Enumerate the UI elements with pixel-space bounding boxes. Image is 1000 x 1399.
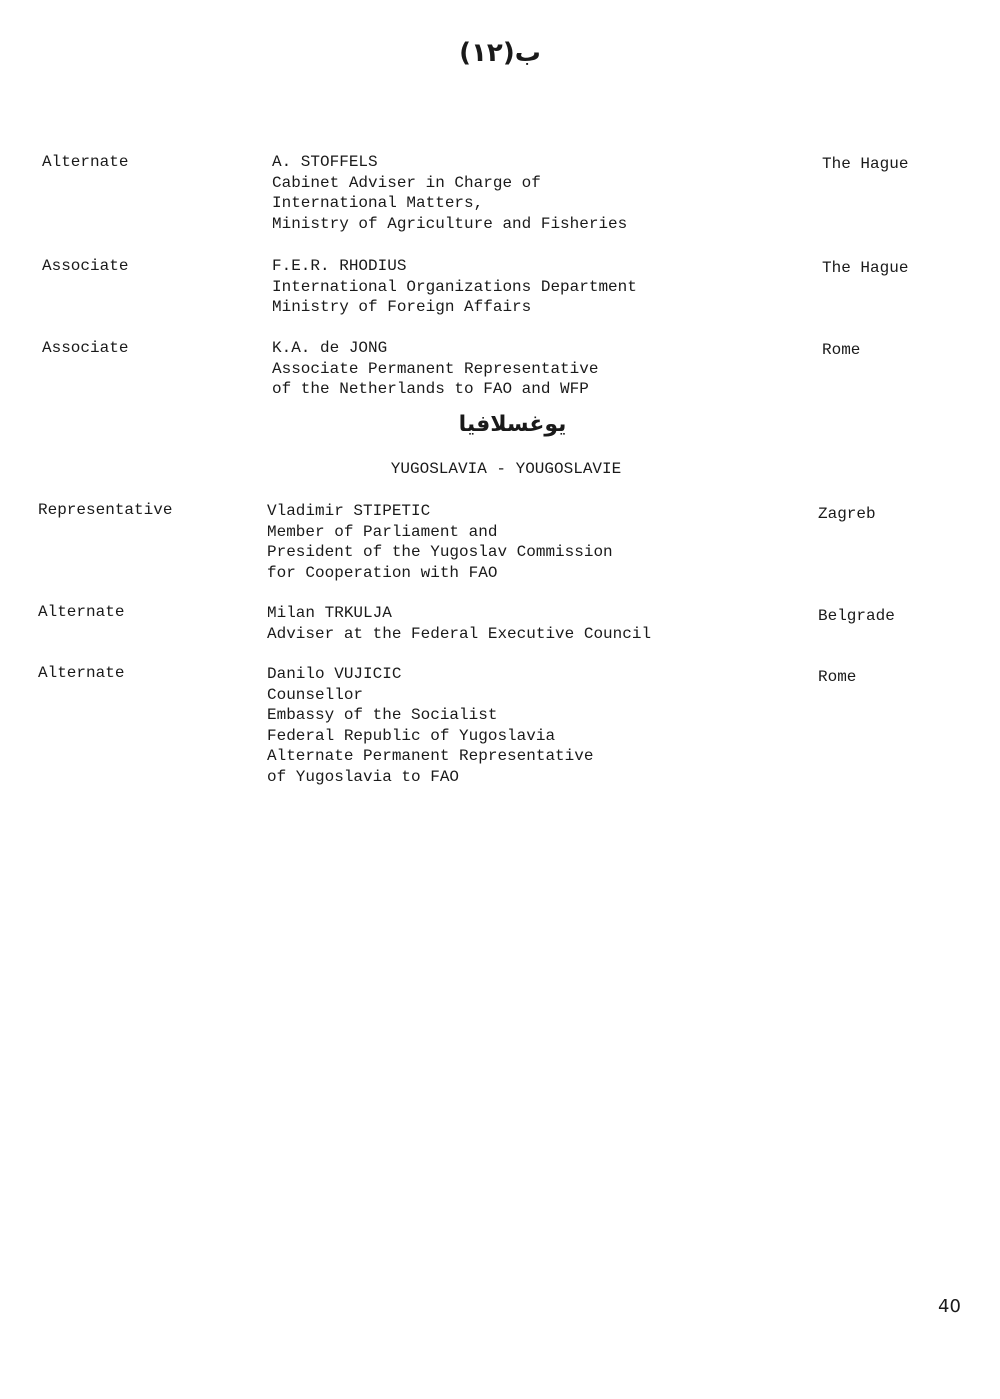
delegate-details — [267, 603, 651, 644]
delegate-role: Associate — [42, 257, 129, 275]
delegate-role: Associate — [42, 339, 129, 357]
delegate-title-line: Ministry of Foreign Affairs — [272, 298, 532, 317]
delegate-title-line: President of the Yugoslav Commission — [267, 543, 613, 562]
delegate-title-line: for Cooperation with FAO — [267, 563, 498, 582]
delegate-title-line: Embassy of the Socialist — [267, 706, 498, 725]
country-heading: YUGOSLAVIA - YOUGOSLAVIE — [390, 460, 622, 478]
delegate-city: The Hague — [822, 155, 909, 173]
page-header: ب(١٢) — [459, 38, 541, 68]
delegate-entry-trkulja — [0, 602, 1000, 650]
delegate-role: Representative — [38, 501, 173, 519]
delegate-name: Danilo VUJICIC — [267, 665, 402, 683]
delegate-title-line: Ministry of Agriculture and Fisheries — [272, 214, 628, 233]
delegate-details — [272, 256, 637, 318]
delegate-name: F.E.R. RHODIUS — [272, 257, 407, 275]
delegate-city: Belgrade — [818, 607, 895, 625]
page-number: 40 — [938, 1296, 961, 1317]
delegate-title-line: Counsellor — [267, 685, 364, 704]
delegate-title-line: International Matters, — [272, 194, 484, 213]
delegate-role: Alternate — [38, 664, 125, 682]
delegate-city: Rome — [818, 668, 857, 686]
delegate-details — [272, 152, 627, 234]
delegate-title-line: Cabinet Adviser in Charge of — [272, 173, 541, 192]
delegate-details — [267, 664, 593, 788]
delegate-title-line: Federal Republic of Yugoslavia — [267, 726, 556, 745]
delegate-entry-vujicic — [0, 663, 1000, 793]
delegate-entry-de-jong — [0, 338, 1000, 408]
delegate-name: Vladimir STIPETIC — [267, 502, 431, 520]
delegate-title-line: Alternate Permanent Representative — [267, 747, 594, 766]
delegate-title-line: International Organizations Department — [272, 277, 637, 296]
delegate-title-line: of Yugoslavia to FAO — [267, 767, 460, 786]
delegate-city: Zagreb — [818, 505, 876, 523]
delegate-entry-stoffels — [0, 152, 1000, 242]
delegate-title-line: Associate Permanent Representative — [272, 359, 599, 378]
delegate-details — [267, 501, 613, 583]
delegate-entry-stipetic — [0, 500, 1000, 590]
delegate-city: Rome — [822, 341, 861, 359]
delegate-entry-rhodius — [0, 256, 1000, 326]
delegate-name: A. STOFFELS — [272, 153, 378, 171]
delegate-city: The Hague — [822, 259, 909, 277]
country-heading-arabic: يوغسلافيا — [458, 412, 567, 437]
delegate-name: Milan TRKULJA — [267, 604, 392, 622]
delegate-title-line: Adviser at the Federal Executive Council — [267, 624, 652, 643]
delegate-title-line: of the Netherlands to FAO and WFP — [272, 380, 589, 399]
delegate-role: Alternate — [38, 603, 125, 621]
delegate-details — [272, 338, 598, 400]
delegate-title-line: Member of Parliament and — [267, 522, 498, 541]
delegate-role: Alternate — [42, 153, 129, 171]
delegate-name: K.A. de JONG — [272, 339, 388, 357]
